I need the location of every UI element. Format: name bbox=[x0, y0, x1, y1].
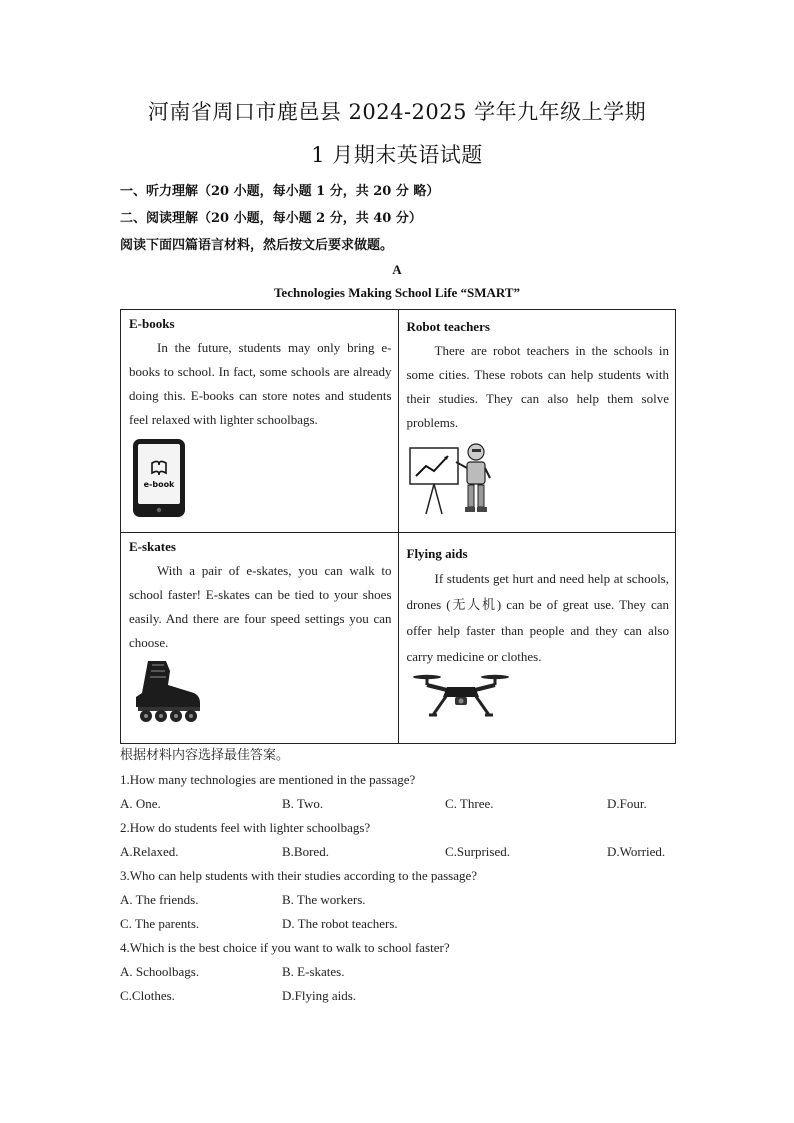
exam-title-line1: 河南省周口市鹿邑县 2024-2025 学年九年级上学期 bbox=[147, 100, 647, 124]
question-3-options-cd bbox=[120, 912, 680, 936]
question-4-options-ab bbox=[120, 960, 680, 984]
questions-instruction: 根据材料内容选择最佳答案。 bbox=[120, 748, 290, 763]
option-a[interactable]: A.Relaxed. bbox=[120, 844, 179, 859]
exam-title-line2: 1 月期末英语试题 bbox=[311, 143, 483, 167]
cell-body: In the future, students may only bring e-books to school. In fact, some schools are already doing this. E-books can store notes and students feel relaxed with lighter schoolbags. bbox=[129, 340, 392, 427]
option-b[interactable]: B. The workers. bbox=[282, 892, 366, 907]
option-c[interactable]: C.Surprised. bbox=[445, 844, 510, 859]
drone-icon bbox=[411, 671, 511, 724]
section-reading: 二、阅读理解（20 小题，每小题 2 分，共 40 分） bbox=[120, 211, 422, 226]
cell-heading: E-skates bbox=[129, 539, 176, 554]
option-c[interactable]: C. Three. bbox=[445, 796, 494, 811]
question-2-options bbox=[120, 840, 680, 864]
robot-teacher-icon bbox=[408, 440, 498, 525]
cell-flying-aids bbox=[398, 533, 676, 744]
option-d[interactable]: D.Flying aids. bbox=[282, 988, 357, 1003]
option-a[interactable]: A. Schoolbags. bbox=[120, 964, 200, 979]
question-4: 4.Which is the best choice if you want to walk to school faster? bbox=[120, 940, 450, 955]
inline-skate-icon bbox=[132, 659, 204, 728]
section-listening: 一、听力理解（20 小题，每小题 1 分，共 20 分 略） bbox=[120, 184, 440, 199]
passage-title: Technologies Making School Life “SMART” bbox=[273, 285, 521, 300]
cell-body: There are robot teachers in the schools in some cities. These robots can help students with their studies. They can also help them solve problems. bbox=[406, 343, 669, 430]
option-c[interactable]: C.Clothes. bbox=[120, 988, 175, 1003]
question-1: 1.How many technologies are mentioned in the passage? bbox=[120, 772, 416, 787]
cell-heading: Robot teachers bbox=[406, 319, 490, 334]
option-c[interactable]: C. The parents. bbox=[120, 916, 200, 931]
option-d[interactable]: D.Worried. bbox=[607, 844, 666, 859]
passage-table bbox=[120, 309, 676, 744]
passage-letter: A bbox=[392, 262, 402, 277]
question-3: 3.Who can help students with their studies according to the passage? bbox=[120, 868, 478, 883]
option-d[interactable]: D.Four. bbox=[607, 796, 647, 811]
question-2: 2.How do students feel with lighter schoolbags? bbox=[120, 820, 371, 835]
section-instruction: 阅读下面四篇语言材料，然后按文后要求做题。 bbox=[120, 238, 394, 253]
cell-body: If students get hurt and need help at schools, drones (无人机) can be of great use. They can offer help faster than people and they can also carry medicine or clothes. bbox=[406, 571, 669, 664]
question-3-options-ab bbox=[120, 888, 680, 912]
cell-robot-teachers bbox=[398, 310, 676, 533]
cell-heading: Flying aids bbox=[406, 546, 468, 561]
option-b[interactable]: B. E-skates. bbox=[282, 964, 345, 979]
question-1-options bbox=[120, 792, 680, 816]
cell-ebooks bbox=[121, 310, 399, 533]
cell-eskates bbox=[121, 533, 399, 744]
option-b[interactable]: B. Two. bbox=[282, 796, 324, 811]
option-a[interactable]: A. The friends. bbox=[120, 892, 199, 907]
cell-heading: E-books bbox=[129, 316, 175, 331]
ebook-reader-icon bbox=[132, 438, 186, 523]
option-d[interactable]: D. The robot teachers. bbox=[282, 916, 398, 931]
questions-block bbox=[120, 744, 680, 1008]
option-a[interactable]: A. One. bbox=[120, 796, 161, 811]
ebook-icon-label: e-book bbox=[143, 480, 175, 489]
option-b[interactable]: B.Bored. bbox=[282, 844, 329, 859]
cell-body: With a pair of e-skates, you can walk to school faster! E-skates can be tied to your shoes easily. And there are four speed settings you can choose. bbox=[129, 563, 392, 650]
question-4-options-cd bbox=[120, 984, 680, 1008]
